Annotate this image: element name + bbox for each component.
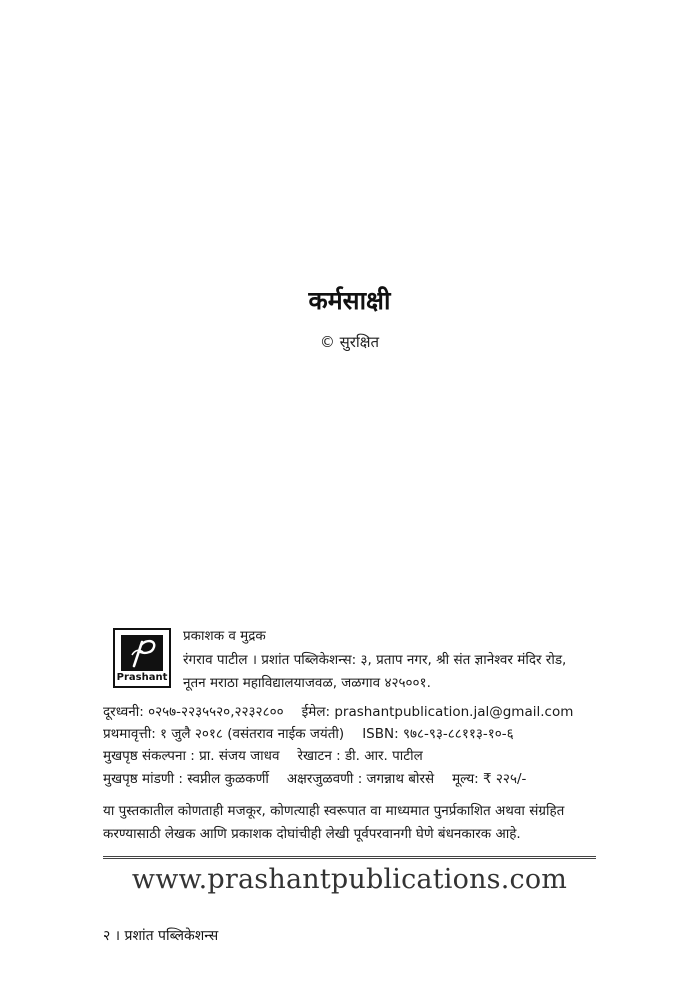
phone-text: दूरध्वनी: ०२५७-२२३५५२०,२२३२८०० <box>103 704 284 720</box>
design-row <box>103 769 526 787</box>
rights-notice-line1: या पुस्तकातील कोणताही मजकूर, कोणत्याही स्वरूपात वा माध्यमात पुनर्प्रकाशित अथवा संग्रहित <box>103 803 565 819</box>
contact-row <box>103 702 573 720</box>
isbn-text: ISBN: ९७८-९३-८८११३-१०-६ <box>362 726 514 742</box>
publisher-address-line1: रंगराव पाटील । प्रशांत पब्लिकेशन्स: ३, प्रताप नगर, श्री संत ज्ञानेश्वर मंदिर रोड, <box>183 652 567 668</box>
publisher-label: प्रकाशक व मुद्रक <box>183 628 266 644</box>
rights-notice-line2: करण्यासाठी लेखक आणि प्रकाशक दोघांचीही लेखी पूर्वपरवानगी घेणे बंधनकारक आहे. <box>103 826 521 842</box>
publisher-logo-icon <box>121 635 163 671</box>
cover-concept-text: मुखपृष्ठ संकल्पना : प्रा. संजय जाधव <box>103 748 280 764</box>
credits-row <box>103 746 423 764</box>
page-footer: २ । प्रशांत पब्लिकेशन्स <box>103 928 219 944</box>
price-text: मूल्य: ₹ २२५/- <box>452 771 527 787</box>
cover-design-text: मुखपृष्ठ मांडणी : स्वप्नील कुळकर्णी <box>103 771 269 787</box>
publisher-logo-text: Prashant <box>116 672 168 683</box>
website-url: www.prashantpublications.com <box>131 864 568 895</box>
publisher-logo <box>113 628 171 688</box>
book-title: कर्मसाक्षी <box>308 286 391 315</box>
typesetting-text: अक्षरजुळवणी : जगन्नाथ बोरसे <box>286 771 435 787</box>
email-text: ईमेल: prashantpublication.jal@gmail.com <box>301 704 574 720</box>
illustration-text: रेखाटन : डी. आर. पाटील <box>297 748 423 764</box>
publisher-address-line2: नूतन मराठा महाविद्यालयाजवळ, जळगाव ४२५००१. <box>183 675 431 691</box>
divider <box>103 856 596 859</box>
edition-row <box>103 724 514 742</box>
edition-text: प्रथमावृत्ती: १ जुलै २०१८ (वसंतराव नाईक जयंती) <box>103 726 345 742</box>
copyright-notice: © सुरक्षित <box>319 333 380 351</box>
